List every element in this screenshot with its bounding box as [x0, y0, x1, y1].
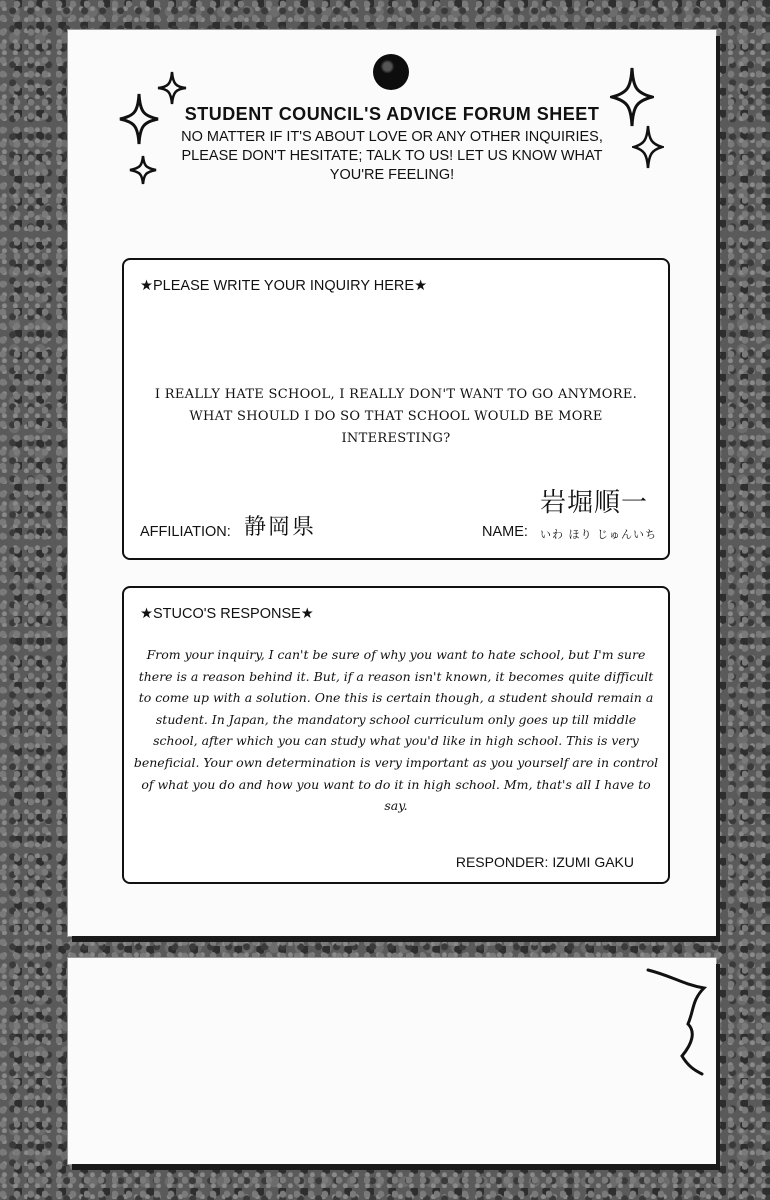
sparkle-icon — [128, 154, 158, 186]
name-label: NAME: — [482, 524, 528, 540]
responder-line: RESPONDER: IZUMI GAKU — [455, 854, 634, 870]
inquiry-label: ★PLEASE WRITE YOUR INQUIRY HERE★ — [140, 278, 428, 294]
affiliation-value: 静岡県 — [244, 515, 317, 540]
response-text: From your inquiry, I can't be sure of why you want to hate school, but I'm sure there is a reason behind it. But, if a reason isn't known, it becomes quite difficult to come up with a solution. One this is certain though, a student should remain a student. In Japan, the mandatory school curriculum only goes up till middle school, after which you can study what you'd like in high school. This is very beneficial. Your own determination is very important as you yourself are in control of what you do and how you want to do it in high school. Mm, that's all I have to say. — [133, 647, 659, 814]
response-label: ★STUCO'S RESPONSE★ — [140, 606, 314, 622]
sparkle-icon — [632, 124, 664, 170]
name-value: 岩堀順一 — [540, 488, 649, 518]
name-furigana: いわ ほり じゅんいち — [540, 528, 657, 541]
speech-bubble-tail-icon — [642, 966, 712, 1086]
sparkle-icon — [156, 70, 188, 106]
inquiry-text: I REALLY HATE SCHOOL, I REALLY DON'T WANT TO GO ANYMORE. WHAT SHOULD I DO SO THAT SCHOOL WOULD BE MORE INTERESTING? — [154, 387, 638, 446]
response-box — [122, 586, 670, 884]
sheet-subtitle: NO MATTER IF IT'S ABOUT LOVE OR ANY OTHER INQUIRIES, PLEASE DON'T HESITATE; TALK TO US! LET US KNOW WHAT YOU'RE FEELING! — [181, 129, 603, 183]
inquiry-box — [122, 258, 670, 560]
pin-icon — [373, 54, 409, 90]
affiliation-label: AFFILIATION: — [140, 524, 231, 540]
blank-card — [68, 958, 716, 1164]
sheet-title: STUDENT COUNCIL'S ADVICE FORUM SHEET — [184, 104, 600, 124]
